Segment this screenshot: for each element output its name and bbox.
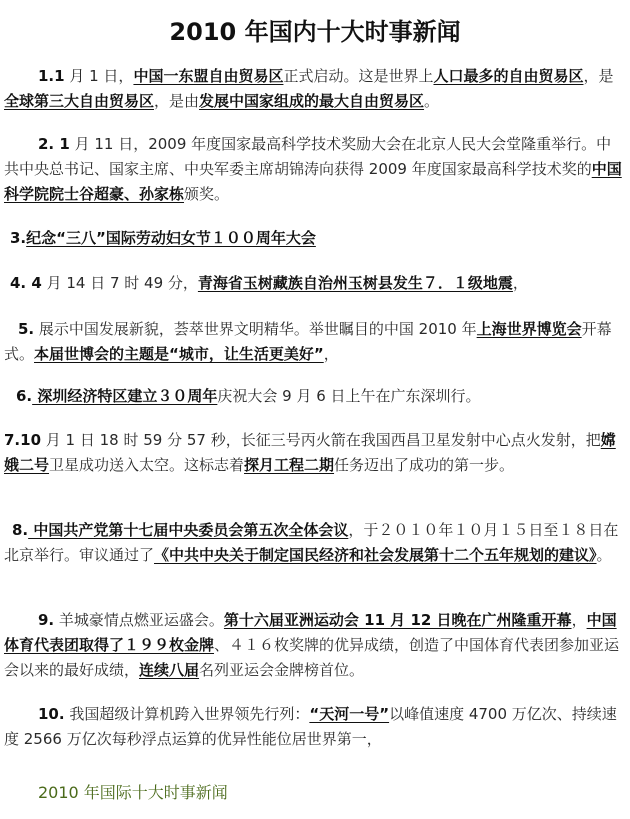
item-text: 、４１６枚奖牌的优异成绩，创造了中国体育代表团参加亚运会以来的最好成绩， bbox=[4, 636, 620, 679]
item-highlight: 全球第三大自由贸易区 bbox=[4, 92, 155, 110]
news-item-8 bbox=[4, 518, 626, 568]
item-number: 6. bbox=[16, 387, 33, 405]
item-highlight: 嫦娥二号 bbox=[4, 431, 616, 474]
news-item-1 bbox=[4, 64, 626, 114]
item-highlight: 上海世界博览会 bbox=[476, 320, 582, 338]
news-item-4 bbox=[10, 271, 630, 296]
news-item-6 bbox=[4, 384, 626, 409]
item-number: 9. bbox=[38, 611, 55, 629]
item-highlight: 《中共中央关于制定国民经济和社会发展第十二个五年规划的建议》 bbox=[154, 546, 597, 564]
item-highlight: 中国共产党第十七届中央委员会第五次全体会议 bbox=[28, 521, 349, 539]
section-heading-international: 2010 年国际十大时事新闻 bbox=[38, 783, 228, 802]
item-highlight: 中国体育代表团取得了１９９枚金牌 bbox=[4, 611, 617, 654]
item-highlight: 本届世博会的主题是“城市，让生活更美好” bbox=[34, 345, 324, 363]
news-item-3 bbox=[10, 226, 630, 251]
item-text: 。 bbox=[596, 546, 612, 564]
item-text: 展示中国发展新貌，荟萃世界文明精华。举世瞩目的中国 2010 年 bbox=[34, 320, 477, 338]
item-text: 颁奖。 bbox=[184, 185, 230, 203]
item-text: 月 11 日，2009 年度国家最高科学技术奖励大会在北京人民大会堂隆重举行。中共中央总书记、国家主席、中央军委主席胡锦涛向获得 2009 年度国家最高科学技术奖的 bbox=[4, 135, 612, 178]
item-number: 7.10 bbox=[4, 431, 42, 449]
item-text: 月 1 日， bbox=[64, 67, 134, 85]
item-highlight: 深圳经济特区建立３０周年 bbox=[32, 387, 218, 405]
item-highlight: 第十六届亚洲运动会 11 月 12 日晚在广州隆重开幕 bbox=[223, 611, 572, 629]
news-item-2 bbox=[4, 132, 626, 207]
item-number: 5. bbox=[18, 320, 35, 338]
item-highlight: 连续八届 bbox=[139, 661, 200, 679]
item-number: 2. 1 bbox=[38, 135, 70, 153]
item-text: 任务迈出了成功的第一步。 bbox=[334, 456, 515, 474]
item-text: 正式启动。这是世界上 bbox=[283, 67, 434, 85]
news-item-7 bbox=[4, 428, 626, 478]
item-text: ，是 bbox=[583, 67, 614, 85]
item-text: 。 bbox=[424, 92, 440, 110]
item-text: ，于２０１０年１０月１５日至１８日在北京举行。审议通过了 bbox=[4, 521, 619, 564]
item-text: ， bbox=[571, 611, 587, 629]
item-text: ， bbox=[323, 345, 339, 363]
item-highlight: 探月工程二期 bbox=[244, 456, 335, 474]
news-item-5 bbox=[4, 317, 626, 367]
item-number: 4. 4 bbox=[10, 274, 42, 292]
item-text: 名列亚运会金牌榜首位。 bbox=[199, 661, 365, 679]
item-text: 庆祝大会 9 月 6 日上午在广东深圳行。 bbox=[217, 387, 481, 405]
news-item-10 bbox=[4, 702, 626, 752]
item-text: 月 1 日 18 时 59 分 57 秒，长征三号丙火箭在我国西昌卫星发射中心点火发射，把 bbox=[41, 431, 601, 449]
item-highlight: 人口最多的自由贸易区 bbox=[433, 67, 584, 85]
item-text: 以峰值速度 4700 万亿次、持续速度 2566 万亿次每秒浮点运算的优异性能位居世界第一， bbox=[4, 705, 617, 748]
item-text: 开幕式。 bbox=[4, 320, 612, 363]
item-highlight: “天河一号” bbox=[309, 705, 390, 723]
page-title: 2010 年国内十大时事新闻 bbox=[169, 18, 461, 46]
item-text: ，是由 bbox=[154, 92, 200, 110]
item-highlight: 中国科学院院士谷超豪、孙家栋 bbox=[4, 160, 622, 203]
item-text: 月 14 日 7 时 49 分， bbox=[41, 274, 198, 292]
item-number: 3. bbox=[10, 229, 27, 247]
item-text: 羊城豪情点燃亚运盛会。 bbox=[54, 611, 224, 629]
item-number: 8. bbox=[12, 521, 29, 539]
item-text: 我国超级计算机跨入世界领先行列： bbox=[64, 705, 310, 723]
item-highlight: 青海省玉树藏族自治州玉树县发生７．１级地震 bbox=[197, 274, 513, 292]
item-text: ， bbox=[512, 274, 528, 292]
item-highlight: 发展中国家组成的最大自由贸易区 bbox=[199, 92, 425, 110]
item-highlight: 中国一东盟自由贸易区 bbox=[133, 67, 284, 85]
item-highlight: 纪念“三八”国际劳动妇女节１００周年大会 bbox=[26, 229, 316, 247]
news-item-9 bbox=[4, 608, 626, 683]
item-text: 卫星成功送入太空。这标志着 bbox=[49, 456, 245, 474]
item-number: 1.1 bbox=[38, 67, 65, 85]
item-number: 10. bbox=[38, 705, 65, 723]
